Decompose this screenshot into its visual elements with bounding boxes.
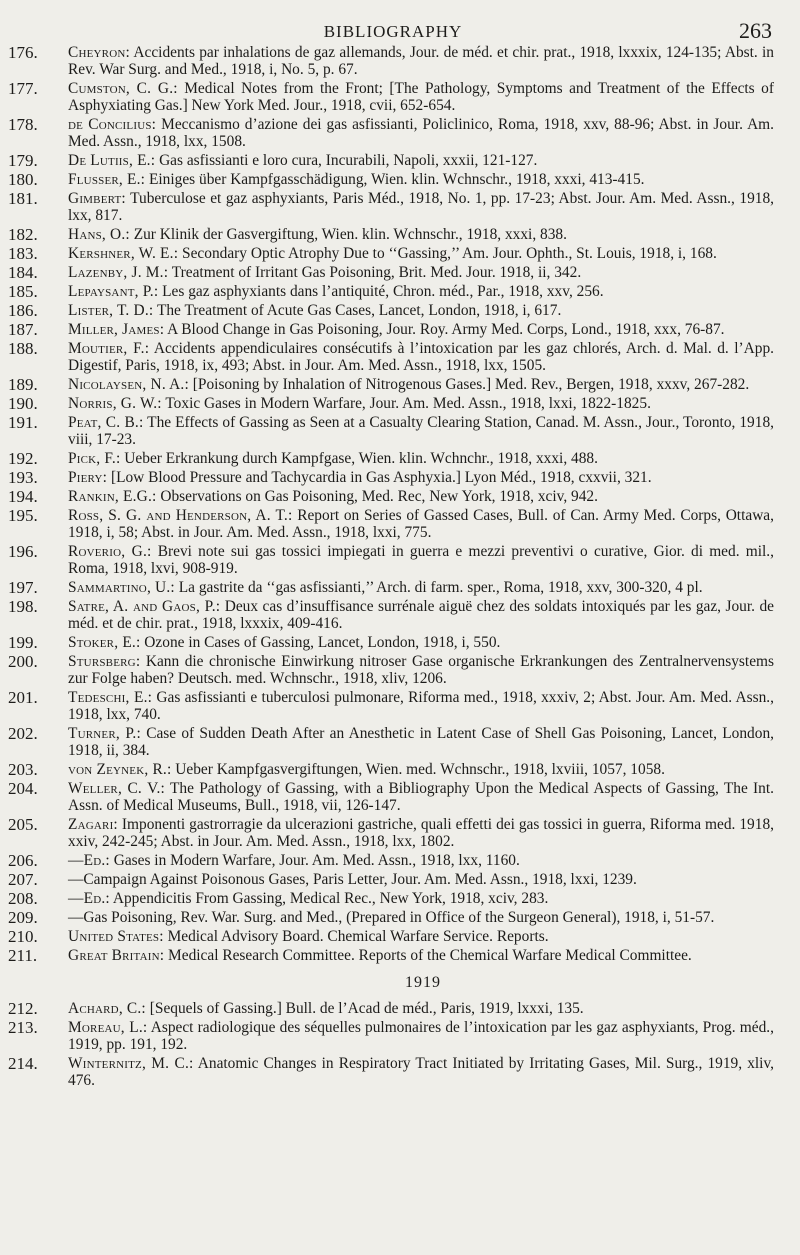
entry-author: Moutier, F.: [68,340,150,357]
entry-number: 213. [8,1018,38,1037]
entry-citation: Medical Research Committee. Reports of the Chemical Warfare Medical Committee. [164,947,692,964]
entry-author: Cheyron: [68,44,130,61]
entry-number: 194. [8,487,38,506]
entry-citation: Imponenti gastrorragie da ulcerazioni gastriche, quali effetti dei gas tossici in guerra, Riforma med. 1918, xxiv, 242-245; Abst. in Jour. Am. Med. Assn., 1918, lxx, 1802. [68,816,774,850]
entry-body [68,283,778,300]
entry-author: Norris, G. W.: [68,395,162,412]
entry-body [68,928,778,945]
entry-number: 195. [8,506,38,525]
entry-number: 191. [8,413,38,432]
entry-author: de Concilius: [68,116,157,133]
entry-author: Lepaysant, P.: [68,283,159,300]
entry-body [68,761,778,778]
bibliography-entry [8,871,778,888]
entry-number: 193. [8,468,38,487]
bibliography-entry [8,245,778,262]
entry-body [68,780,778,814]
bibliography-entry [8,1019,778,1053]
entry-citation: La gastrite da ‘‘gas asfissianti,’’ Arch. di farm. sper., Roma, 1918, xxv, 300-320, 4 pl. [174,579,703,596]
entry-citation: Medical Notes from the Front; [The Pathology, Symptoms and Treatment of the Effects of Asphyxiating Gas.] New York Med. Jour., 1918, cvii, 652-654. [68,80,774,114]
bibliography-entry [8,283,778,300]
entry-number: 202. [8,724,38,743]
entry-number: 185. [8,282,38,301]
entry-body [68,376,778,393]
entry-author: Satre, A. and Gaos, P.: [68,598,221,615]
entry-body [68,507,778,541]
bibliography-entry [8,634,778,651]
entry-body [68,340,778,374]
entry-author: Roverio, G.: [68,543,152,560]
entry-number: 203. [8,760,38,779]
entry-number: 199. [8,633,38,652]
year-heading: 1919 [405,974,441,991]
entry-body [68,321,778,338]
bibliography-entry [8,190,778,224]
entry-citation: Accidents appendiculaires consécutifs à l’intoxication par les gaz chlorés, Arch. d. Mal. d. l’App. Digestif, Paris, 1918, ix, 493; Abst. in Jour. Am. Med. Assn., 1918, lxx, 1505. [68,340,774,374]
entry-number: 177. [8,79,38,98]
entry-citation: Anatomic Changes in Respiratory Tract Initiated by Irritating Gases, Mil. Surg., 1919, xliv, 476. [68,1055,774,1089]
bibliography-entry [8,1055,778,1089]
bibliography-entry [8,264,778,281]
entry-citation: [Poisoning by Inhalation of Nitrogenous Gases.] Med. Rev., Bergen, 1918, xxxv, 267-282. [188,376,750,393]
entry-citation: Appendicitis From Gassing, Medical Rec., New York, 1918, xciv, 283. [109,890,549,907]
bibliography-entry [8,171,778,188]
entry-author: De Lutiis, E.: [68,152,156,169]
entry-citation: Case of Sudden Death After an Anesthetic in Latent Case of Shell Gas Poisoning, Lancet, London, 1918, ii, 384. [68,725,774,759]
entry-citation: Deux cas d’insuffisance surrénale aiguë chez des soldats intoxiqués par les gaz, Jour. de méd. et de chir. prat., 1918, lxxxix, 409-416. [68,598,774,632]
entry-author: Achard, C.: [68,1000,146,1017]
bibliography-entry [8,890,778,907]
bibliography-entry [8,689,778,723]
entry-citation: [Sequels of Gassing.] Bull. de l’Acad de méd., Paris, 1919, lxxxi, 135. [145,1000,584,1017]
entry-author: Flusser, E.: [68,171,146,188]
entry-author: Rankin, E.G.: [68,488,157,505]
entry-number: 206. [8,851,38,870]
bibliography-entry [8,909,778,926]
entry-number: 197. [8,578,38,597]
entry-citation: Tuberculose et gaz asphyxiants, Paris Méd., 1918, No. 1, pp. 17-23; Abst. Jour. Am. Med. Assn., 1918, lxx, 817. [68,190,774,224]
entry-number: 184. [8,263,38,282]
bibliography-entry [8,376,778,393]
entry-author: Stoker, E.: [68,634,141,651]
entry-body [68,653,778,687]
entry-citation: Medical Advisory Board. Chemical Warfare Service. Reports. [163,928,549,945]
entry-body [68,245,778,262]
bibliography-entry [8,725,778,759]
entry-body [68,395,778,412]
entry-number: 200. [8,652,38,671]
entry-body [68,947,778,964]
entry-author: Lazenby, J. M.: [68,264,169,281]
bibliography-entry [8,226,778,243]
bibliography-entry [8,761,778,778]
bibliography-entry [8,488,778,505]
bibliography-entry [8,598,778,632]
entry-author: Ross, S. G. and Henderson, A. T.: [68,507,293,524]
bibliography-entry [8,816,778,850]
entry-citation: Les gaz asphyxiants dans l’antiquité, Chron. méd., Par., 1918, xxv, 256. [158,283,604,300]
bibliography-entry [8,414,778,448]
entry-number: 179. [8,151,38,170]
entry-citation: Report on Series of Gassed Cases, Bull. of Can. Army Med. Corps, Ottawa, 1918, i, 58; Abst. in Jour. Am. Med. Assn., 1918, lxxi, 775. [68,507,774,541]
bibliography-entry [8,1000,778,1017]
entry-citation: The Effects of Gassing as Seen at a Casualty Clearing Station, Canad. M. Assn., Jour., Toronto, 1918, viii, 17-23. [68,414,774,448]
entry-number: 192. [8,449,38,468]
bibliography-entry [8,543,778,577]
entry-body [68,909,778,926]
entry-author: —Ed.: [68,890,110,907]
entry-author: Sammartino, U.: [68,579,175,596]
entry-number: 214. [8,1054,38,1073]
entry-body [68,171,778,188]
page-number: 263 [739,18,772,43]
entry-citation: The Treatment of Acute Gas Cases, Lancet, London, 1918, i, 617. [153,302,562,319]
bibliography-entry [8,579,778,596]
entry-citation: Ueber Erkrankung durch Kampfgase, Wien. klin. Wchnchr., 1918, xxxi, 488. [120,450,598,467]
entry-body [68,1019,778,1053]
entry-number: 180. [8,170,38,189]
entry-number: 207. [8,870,38,889]
entry-body [68,579,778,596]
entry-citation: [Low Blood Pressure and Tachycardia in Gas Asphyxia.] Lyon Méd., 1918, cxxvii, 321. [107,469,652,486]
entry-citation: Gas asfissianti e loro cura, Incurabili, Napoli, xxxii, 121-127. [155,152,538,169]
entry-author: Cumston, C. G.: [68,80,178,97]
entry-author: Hans, O.: [68,226,130,243]
entry-citation: —Campaign Against Poisonous Gases, Paris Letter, Jour. Am. Med. Assn., 1918, lxxi, 1239. [68,871,637,888]
entry-number: 211. [8,946,38,965]
entry-citation: Observations on Gas Poisoning, Med. Rec, New York, 1918, xciv, 942. [156,488,598,505]
entry-number: 210. [8,927,38,946]
bibliography-entry [8,80,778,114]
entry-number: 189. [8,375,38,394]
entry-number: 186. [8,301,38,320]
entry-body [68,116,778,150]
entry-citation: Toxic Gases in Modern Warfare, Jour. Am. Med. Assn., 1918, lxxi, 1822-1825. [161,395,651,412]
bibliography-entry [8,780,778,814]
entry-citation: —Gas Poisoning, Rev. War. Surg. and Med., (Prepared in Office of the Surgeon General), 1918, i, 51-57. [68,909,715,926]
entry-number: 212. [8,999,38,1018]
entry-author: Pick, F.: [68,450,121,467]
entry-number: 178. [8,115,38,134]
entry-body [68,190,778,224]
entry-body [68,488,778,505]
entry-number: 183. [8,244,38,263]
bibliography-entry [8,395,778,412]
entry-body [68,598,778,632]
bibliography-entry [8,321,778,338]
bibliography-entry [8,653,778,687]
entry-citation: Zur Klinik der Gasvergiftung, Wien. klin. Wchnschr., 1918, xxxi, 838. [129,226,567,243]
entry-number: 204. [8,779,38,798]
entry-citation: Brevi note sui gas tossici impiegati in guerra e mezzi preventivi o curative, Gior. di med. mil., Roma, 1918, lxvi, 908-919. [68,543,774,577]
entry-author: Moreau, L.: [68,1019,148,1036]
entry-author: Gimbert: [68,190,126,207]
entry-number: 181. [8,189,38,208]
bibliography-entry [8,928,778,945]
running-title: BIBLIOGRAPHY [323,22,463,41]
entry-citation: Secondary Optic Atrophy Due to ‘‘Gassing,’’ Am. Jour. Ophth., St. Louis, 1918, i, 168. [178,245,717,262]
entry-citation: Treatment of Irritant Gas Poisoning, Brit. Med. Jour. 1918, ii, 342. [168,264,582,281]
entry-author: Zagari: [68,816,118,833]
entry-body [68,414,778,448]
entry-citation: The Pathology of Gassing, with a Bibliography Upon the Medical Aspects of Gassing, The Int. Assn. of Medical Museums, Bull., 1918, vii, 126-147. [68,780,775,814]
entry-body [68,871,778,888]
entry-author: Kershner, W. E.: [68,245,179,262]
entry-number: 205. [8,815,38,834]
entry-author: Great Britain: [68,947,165,964]
entry-author: Peat, C. B.: [68,414,144,431]
entry-number: 188. [8,339,38,358]
entry-body [68,302,778,319]
entry-body [68,1000,778,1017]
entry-citation: Meccanismo d’azione dei gas asfissianti, Policlinico, Roma, 1918, xxv, 88-96; Abst. in Jour. Am. Med. Assn., 1918, lxx, 1508. [68,116,774,150]
entry-body [68,543,778,577]
entry-body [68,264,778,281]
entry-body [68,852,778,869]
entry-citation: Kann die chronische Einwirkung nitroser Gase organische Erkrankungen des Zentralnervensystems zur Folge haben? Deutsch. med. Wchnschr., 1918, xliv, 1206. [68,653,774,687]
entry-number: 196. [8,542,38,561]
bibliography-list-1918 [8,44,778,964]
entry-body [68,152,778,169]
entry-number: 209. [8,908,38,927]
entry-citation: Accidents par inhalations de gaz allemands, Jour. de méd. et chir. prat., 1918, lxxxix, 124-135; Abst. in Rev. War Surg. and Med., 1918, i, No. 5, p. 67. [68,44,774,78]
entry-author: Lister, T. D.: [68,302,154,319]
entry-body [68,634,778,651]
bibliography-entry [8,340,778,374]
entry-body [68,450,778,467]
bibliography-entry [8,116,778,150]
entry-author: —Ed.: [68,852,110,869]
entry-citation: Ozone in Cases of Gassing, Lancet, London, 1918, i, 550. [140,634,501,651]
entry-author: von Zeynek, R.: [68,761,172,778]
entry-body [68,890,778,907]
entry-citation: Aspect radiologique des séquelles pulmonaires de l’intoxication par les gaz asphyxiants, Prog. méd., 1919, pp. 191, 192. [68,1019,774,1053]
entry-number: 187. [8,320,38,339]
entry-citation: Ueber Kampfgasvergiftungen, Wien. med. Wchnschr., 1918, lxviii, 1057, 1058. [171,761,665,778]
entry-citation: Gases in Modern Warfare, Jour. Am. Med. Assn., 1918, lxx, 1160. [109,852,520,869]
bibliography-entry [8,947,778,964]
entry-author: Piery: [68,469,108,486]
bibliography-entry [8,152,778,169]
entry-number: 208. [8,889,38,908]
entry-author: Miller, James: [68,321,165,338]
entry-body [68,816,778,850]
entry-body [68,725,778,759]
entry-number: 176. [8,43,38,62]
page-header [8,14,778,44]
entry-body [68,469,778,486]
entry-citation: Einiges über Kampfgasschädigung, Wien. klin. Wchnschr., 1918, xxxi, 413-415. [145,171,645,188]
entry-body [68,80,778,114]
entry-number: 190. [8,394,38,413]
entry-number: 198. [8,597,38,616]
entry-author: Winternitz, M. C.: [68,1055,194,1072]
entry-body [68,44,778,78]
entry-body [68,689,778,723]
bibliography-entry [8,302,778,319]
entry-author: Nicolaysen, N. A.: [68,376,189,393]
entry-author: Stursberg: [68,653,141,670]
entry-body [68,226,778,243]
entry-author: Turner, P.: [68,725,141,742]
bibliography-entry [8,44,778,78]
entry-citation: A Blood Change in Gas Poisoning, Jour. Roy. Army Med. Corps, Lond., 1918, xxx, 76-87. [164,321,725,338]
bibliography-entry [8,852,778,869]
bibliography-list-1919 [8,1000,778,1089]
bibliography-entry [8,507,778,541]
entry-citation: Gas asfissianti e tuberculosi pulmonare, Riforma med., 1918, xxxiv, 2; Abst. Jour. Am. Med. Assn., 1918, lxx, 740. [68,689,774,723]
entry-author: Tedeschi, E.: [68,689,153,706]
entry-number: 201. [8,688,38,707]
bibliography-entry [8,469,778,486]
entry-number: 182. [8,225,38,244]
bibliography-entry [8,450,778,467]
entry-body [68,1055,778,1089]
entry-author: Weller, C. V.: [68,780,166,797]
entry-author: United States: [68,928,164,945]
